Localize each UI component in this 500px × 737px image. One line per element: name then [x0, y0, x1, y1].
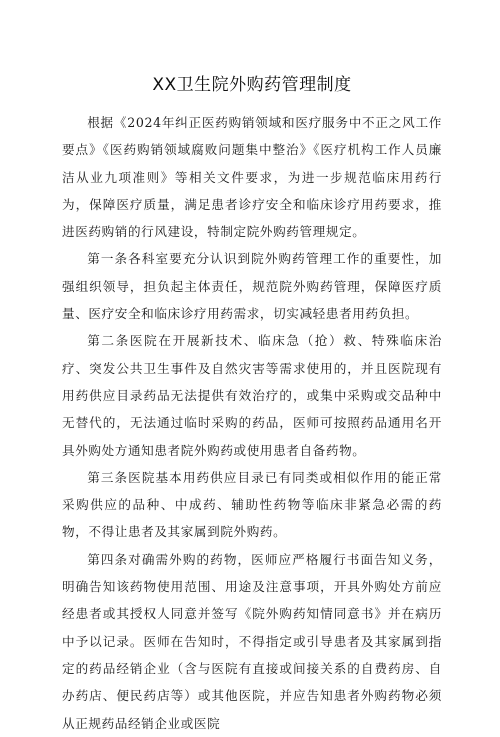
paragraph-article-4: 第四条对确需外购的药物，医师应严格履行书面告知义务，明确告知该药物使用范围、用途及注意事项，开具外购处方前应经患者或其授权人同意并签写《院外购药知情同意书》并在病历中予以记录。医师在告知时，不得指定或引导患者及其家属到指定的药品经销企业（含与医院有直接或间接关系的自费药房、自办药店、便民药店等）或其他医院，并应告知患者外购药物必须从正规药品经销企业或医院: [62, 551, 442, 731]
document-title: XX卫生院外购药管理制度: [152, 75, 352, 95]
paragraph-article-3: 第三条医院基本用药供应目录已有同类或相似作用的能正常采购供应的品种、中成药、辅助性药物等临床非紧急必需的药物，不得让患者及其家属到院外购药。: [62, 469, 442, 540]
paragraph-article-1: 第一条各科室要充分认识到院外购药管理工作的重要性，加强组织领导，担负起主体责任，规范院外购药管理，保障医疗质量、医疗安全和临床诊疗用药需求，切实减轻患者用药负担。: [62, 251, 442, 322]
paragraph-intro: 根据《2024年纠正医药购销领域和医疗服务中不正之风工作要点》《医药购销领域腐败问题集中整治》《医疗机构工作人员廉洁从业九项准则》等相关文件要求，为进一步规范临床用药行为，保障医疗质量，满足患者诊疗安全和临床诊疗用药要求，推进医药购销的行风建设，特制定院外购药管理规定。: [62, 115, 442, 240]
paragraph-article-2: 第二条医院在开展新技术、临床急（抢）救、特殊临床治疗、突发公共卫生事件及自然灾害等需求使用的，并且医院现有用药供应目录药品无法提供有效治疗的，或集中采购或交品种中无替代的，无法通过临时采购的药品，医师可按照药品通用名开具外购处方通知患者院外购药或使用患者自备药物。: [62, 333, 442, 458]
